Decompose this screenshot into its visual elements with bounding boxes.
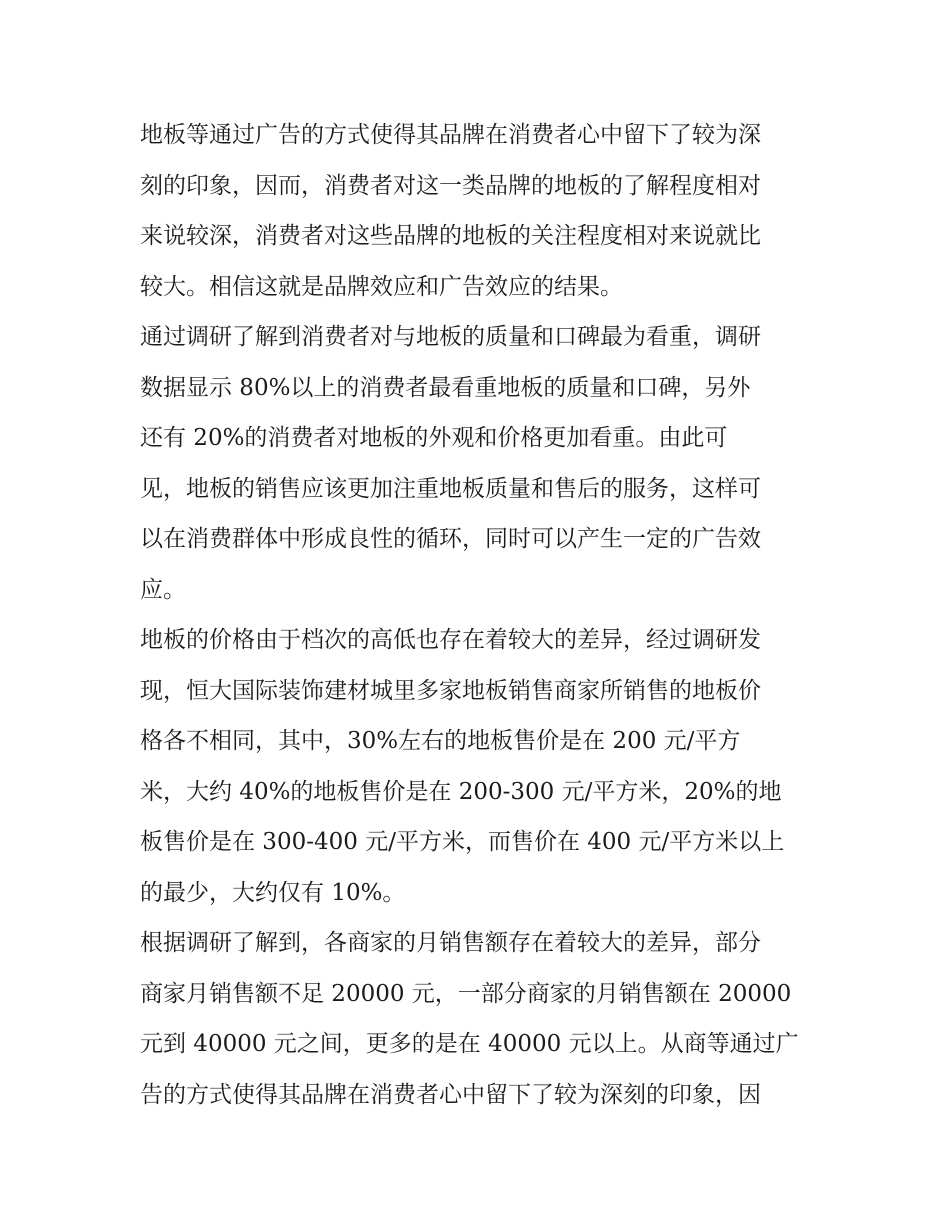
text-line: 以在消费群体中形成良性的循环，同时可以产生一定的广告效 xyxy=(140,526,761,552)
text-line: 刻的印象，因而，消费者对这一类品牌的地板的了解程度相对 xyxy=(140,172,761,199)
text-line: 告的方式使得其品牌在消费者心中留下了较为深刻的印象，因 xyxy=(140,1081,761,1108)
text-line: 板售价是在 300-400 元/平方米，而售价在 400 元/平方米以上 xyxy=(140,829,785,855)
text-line: 格各不相同，其中，30%左右的地板售价是在 200 元/平方 xyxy=(140,728,741,754)
text-line: 现，恒大国际装饰建材城里多家地板销售商家所销售的地板价 xyxy=(140,677,761,704)
text-line: 的最少，大约仅有 10%。 xyxy=(140,879,406,906)
text-line: 还有 20%的消费者对地板的外观和价格更加看重。由此可 xyxy=(140,425,728,451)
text-line: 米，大约 40%的地板售价是在 200-300 元/平方米，20%的地 xyxy=(140,778,782,805)
document-body xyxy=(140,110,820,1120)
text-line: 元到 40000 元之间，更多的是在 40000 元以上。从商等通过广 xyxy=(140,1031,799,1057)
text-line: 通过调研了解到消费者对与地板的质量和口碑最为看重，调研 xyxy=(140,324,761,350)
text-line: 地板等通过广告的方式使得其品牌在消费者心中留下了较为深 xyxy=(140,122,761,148)
text-line: 较大。相信这就是品牌效应和广告效应的结果。 xyxy=(140,273,623,300)
text-line: 应。 xyxy=(140,576,186,603)
text-line: 数据显示 80%以上的消费者最看重地板的质量和口碑，另外 xyxy=(140,374,751,401)
text-line: 来说较深，消费者对这些品牌的地板的关注程度相对来说就比 xyxy=(140,223,761,249)
text-line: 地板的价格由于档次的高低也存在着较大的差异，经过调研发 xyxy=(140,627,761,653)
text-line: 商家月销售额不足 20000 元，一部分商家的月销售额在 20000 xyxy=(140,980,792,1007)
text-line: 根据调研了解到，各商家的月销售额存在着较大的差异，部分 xyxy=(140,930,761,956)
text-line: 见，地板的销售应该更加注重地板质量和售后的服务，这样可 xyxy=(140,475,761,502)
